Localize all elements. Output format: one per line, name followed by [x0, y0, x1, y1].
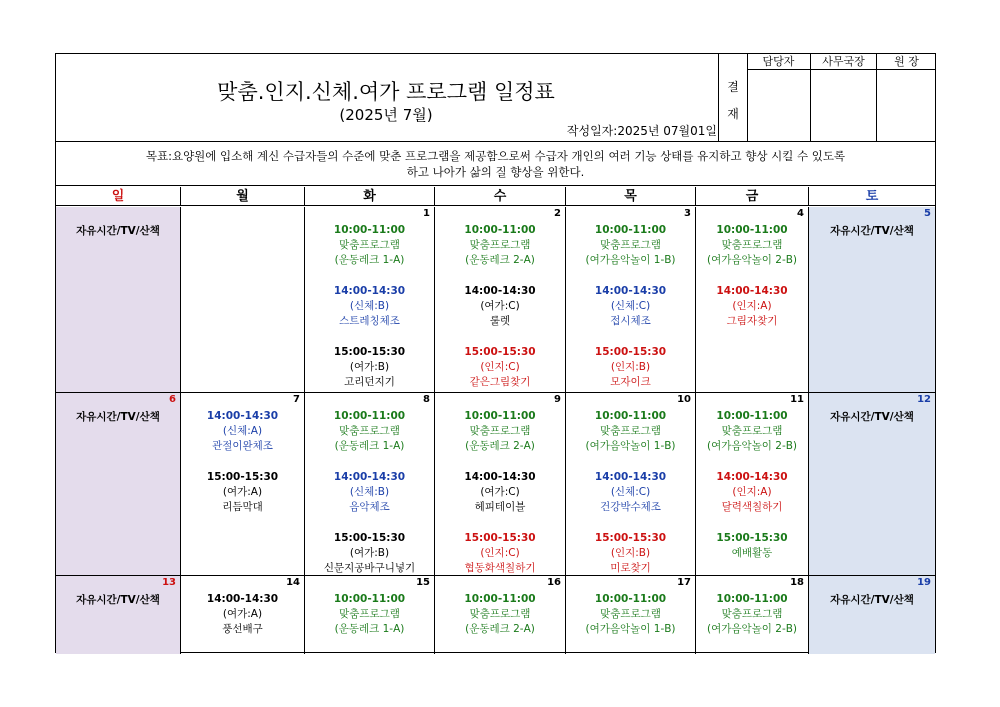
program-time: 14:00-14:30 [206, 410, 279, 422]
day-cell [696, 576, 809, 654]
program-text: 건강박수체조 [600, 501, 661, 513]
weekday-header-5: 금 [696, 187, 809, 206]
program-text: (신체:B) [349, 300, 390, 312]
day-cell [435, 393, 566, 576]
program-text: 맞춤프로그램 [469, 239, 531, 251]
day-number: 18 [790, 577, 804, 588]
program-text: 예배활동 [731, 547, 773, 559]
program-text: 맞춤프로그램 [600, 608, 661, 620]
approval-role-director: 원 장 [877, 54, 936, 70]
program-text: 맞춤프로그램 [469, 425, 531, 437]
program-text: (여가음악놀이 1-B) [585, 623, 676, 635]
program-time: 15:00-15:30 [333, 346, 406, 358]
day-number: 17 [677, 577, 691, 588]
weekday-header-1: 월 [181, 187, 305, 206]
day-number: 2 [554, 208, 561, 219]
program-text: 헤피테이블 [474, 501, 526, 513]
day-number: 16 [547, 577, 561, 588]
program-time: 14:00-14:30 [716, 285, 788, 297]
day-cell [696, 393, 809, 576]
page-title: 맞춤.인지.신체.여가 프로그램 일정표 [217, 80, 555, 104]
goal-line-2: 하고 나아가 삶의 질 향상을 위한다. [406, 165, 585, 179]
day-cell [181, 576, 305, 654]
approval-col-director [877, 54, 936, 141]
day-number: 9 [554, 394, 561, 405]
weekday-header-6: 토 [809, 187, 935, 206]
approval-label [719, 54, 748, 141]
program-time: 15:00-15:30 [716, 532, 788, 544]
program-time: 10:00-11:00 [464, 410, 536, 422]
day-number: 13 [162, 577, 176, 588]
approval-col-staff [747, 54, 811, 141]
program-text: (여가:B) [349, 547, 390, 559]
day-number: 6 [169, 394, 176, 405]
program-text: (신체:B) [349, 486, 390, 498]
program-time: 14:00-14:30 [464, 471, 536, 483]
program-time: 10:00-11:00 [716, 410, 788, 422]
free-time-label: 자유시간/TV/산책 [76, 594, 160, 606]
program-time: 10:00-11:00 [464, 593, 536, 605]
program-time: 15:00-15:30 [464, 532, 536, 544]
free-time-label: 자유시간/TV/산책 [76, 411, 160, 423]
program-text: (인지:C) [480, 547, 520, 559]
program-text: 스트레칭체조 [339, 315, 400, 327]
program-text: 미로찾기 [610, 562, 651, 574]
program-time: 14:00-14:30 [333, 471, 406, 483]
approval-box [718, 54, 936, 141]
program-text: (인지:A) [732, 300, 772, 312]
program-time: 10:00-11:00 [716, 224, 788, 236]
program-text: 맞춤프로그램 [339, 425, 400, 437]
weekday-header-3: 수 [435, 187, 566, 206]
day-cell [56, 576, 181, 654]
weekday-header-4: 목 [566, 187, 696, 206]
goal-statement [56, 142, 935, 186]
free-time-label: 자유시간/TV/산책 [76, 225, 160, 237]
program-time: 10:00-11:00 [716, 593, 788, 605]
program-text: (여가음악놀이 1-B) [585, 440, 676, 452]
program-time: 15:00-15:30 [206, 471, 279, 483]
program-text: 리듬막대 [222, 501, 263, 513]
program-time: 10:00-11:00 [333, 410, 406, 422]
page-subtitle: (2025년 7월) [339, 106, 433, 124]
day-cell [566, 393, 696, 576]
approval-role-staff: 담당자 [747, 54, 810, 70]
program-time: 14:00-14:30 [206, 593, 279, 605]
day-cell [566, 576, 696, 654]
program-text: 모자이크 [610, 376, 651, 388]
program-text: 맞춤프로그램 [721, 425, 783, 437]
day-number: 7 [293, 394, 300, 405]
day-cell [305, 393, 435, 576]
day-number: 4 [797, 208, 804, 219]
day-cell [56, 207, 181, 393]
program-text: (인지:C) [480, 361, 520, 373]
program-text: 맞춤프로그램 [469, 608, 531, 620]
day-number: 3 [684, 208, 691, 219]
program-text: 맞춤프로그램 [600, 239, 661, 251]
day-number: 11 [790, 394, 804, 405]
program-text: (신체:A) [222, 425, 263, 437]
day-number: 19 [917, 577, 931, 588]
header [56, 54, 935, 142]
day-cell [435, 207, 566, 393]
program-text: (운동레크 2-A) [465, 440, 535, 452]
weekday-header-2: 화 [305, 187, 435, 206]
program-text: (신체:C) [610, 300, 651, 312]
day-cell [809, 207, 935, 393]
day-number: 12 [917, 394, 931, 405]
day-cell [435, 576, 566, 654]
approval-role-secretary: 사무국장 [811, 54, 876, 70]
program-text: (여가음악놀이 1-B) [585, 254, 676, 266]
program-text: 관절이완체조 [212, 440, 273, 452]
program-text: 신문지공바구니넣기 [323, 562, 416, 574]
day-number: 15 [416, 577, 430, 588]
program-time: 10:00-11:00 [594, 224, 667, 236]
program-text: 맞춤프로그램 [721, 239, 783, 251]
program-time: 14:00-14:30 [594, 285, 667, 297]
program-time: 15:00-15:30 [594, 346, 667, 358]
program-time: 14:00-14:30 [333, 285, 406, 297]
day-number: 5 [924, 208, 931, 219]
day-number: 10 [677, 394, 691, 405]
program-time: 14:00-14:30 [594, 471, 667, 483]
program-text: (여가:A) [222, 486, 263, 498]
program-text: 맞춤프로그램 [600, 425, 661, 437]
program-text: 접시체조 [610, 315, 651, 327]
program-text: (여가:C) [480, 300, 520, 312]
program-text: 그림자찾기 [726, 315, 778, 327]
schedule-sheet [55, 53, 936, 653]
day-number: 14 [286, 577, 300, 588]
day-cell [696, 207, 809, 393]
day-cell [181, 393, 305, 576]
program-text: (여가음악놀이 2-B) [706, 254, 798, 266]
day-cell [56, 393, 181, 576]
program-text: (여가:A) [222, 608, 263, 620]
program-time: 14:00-14:30 [464, 285, 536, 297]
program-time: 14:00-14:30 [716, 471, 788, 483]
program-text: 맞춤프로그램 [339, 608, 400, 620]
program-text: (운동레크 1-A) [334, 623, 405, 635]
approval-label-bottom: 재 [727, 107, 739, 121]
program-time: 15:00-15:30 [594, 532, 667, 544]
program-text: (운동레크 2-A) [465, 623, 535, 635]
program-text: 달력색칠하기 [721, 501, 783, 513]
day-cell [305, 576, 435, 654]
program-text: 맞춤프로그램 [339, 239, 400, 251]
goal-line-1: 목표:요양원에 입소해 계신 수급자들의 수준에 맞춘 프로그램을 제공함으로써 수급자 개인의 여러 기능 상태를 유지하고 향상 시킬 수 있도록 [145, 149, 846, 163]
program-text: (인지:B) [610, 361, 651, 373]
weekday-header-0: 일 [56, 187, 181, 206]
program-text: (여가음악놀이 2-B) [706, 623, 798, 635]
program-text: (여가:B) [349, 361, 390, 373]
program-time: 10:00-11:00 [333, 224, 406, 236]
program-time: 10:00-11:00 [594, 593, 667, 605]
program-text: (인지:A) [732, 486, 772, 498]
program-time: 10:00-11:00 [333, 593, 406, 605]
program-text: 풍선배구 [222, 623, 263, 635]
program-text: 맞춤프로그램 [721, 608, 783, 620]
program-time: 10:00-11:00 [594, 410, 667, 422]
program-text: (운동레크 1-A) [334, 254, 405, 266]
program-text: 룰렛 [489, 315, 511, 327]
program-text: 협동화색칠하기 [464, 562, 536, 574]
day-cell [809, 576, 935, 654]
written-date: 작성일자:2025년 07월01일 [566, 124, 717, 138]
program-text: (여가음악놀이 2-B) [706, 440, 798, 452]
free-time-label: 자유시간/TV/산책 [830, 411, 914, 423]
free-time-label: 자유시간/TV/산책 [830, 225, 914, 237]
program-text: (인지:B) [610, 547, 651, 559]
day-cell [809, 393, 935, 576]
program-text: (여가:C) [480, 486, 520, 498]
program-text: (운동레크 2-A) [465, 254, 535, 266]
program-text: 음악체조 [349, 501, 390, 513]
day-cell [305, 207, 435, 393]
program-text: 고리던지기 [344, 376, 395, 388]
day-number: 1 [423, 208, 430, 219]
day-cell [181, 207, 305, 393]
program-text: (신체:C) [610, 486, 651, 498]
free-time-label: 자유시간/TV/산책 [830, 594, 914, 606]
day-cell [566, 207, 696, 393]
program-time: 15:00-15:30 [333, 532, 406, 544]
program-time: 15:00-15:30 [464, 346, 536, 358]
program-text: 같은그림찾기 [469, 376, 531, 388]
approval-label-top: 결 [727, 80, 739, 94]
day-number: 8 [423, 394, 430, 405]
program-time: 10:00-11:00 [464, 224, 536, 236]
program-text: (운동레크 1-A) [334, 440, 405, 452]
approval-col-secretary [811, 54, 877, 141]
